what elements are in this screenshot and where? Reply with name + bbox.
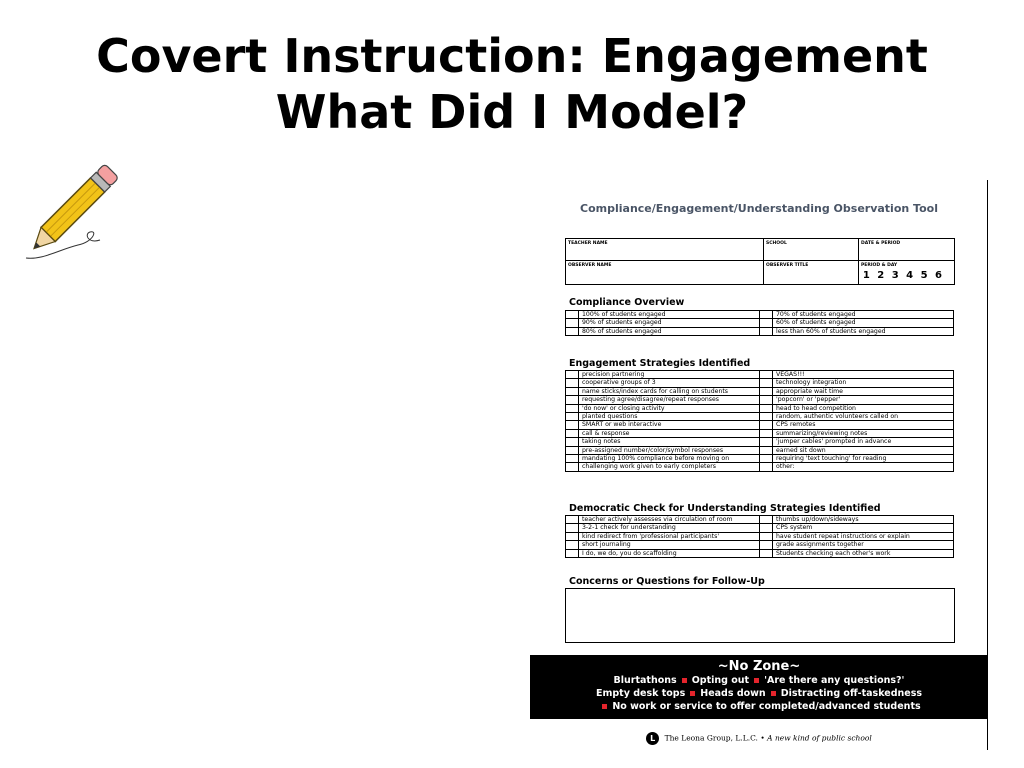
checkbox-cell: [760, 327, 773, 335]
checkbox-cell: [566, 371, 579, 379]
strategy-cell: 'popcorn' or 'pepper': [773, 396, 954, 404]
checkbox-cell: [566, 413, 579, 421]
strategy-cell: technology integration: [773, 379, 954, 387]
checkbox-cell: [760, 516, 773, 524]
strategy-cell: thumbs up/down/sideways: [773, 516, 954, 524]
table-row: [566, 319, 954, 327]
strategy-cell: 90% of students engaged: [579, 319, 760, 327]
red-bullet-icon: [690, 691, 695, 696]
concerns-heading: Concerns or Questions for Follow-Up: [569, 576, 765, 587]
no-zone-line-1: [530, 674, 988, 687]
footer-tagline: A new kind of public school: [767, 733, 872, 743]
observer-name-label: OBSERVER NAME: [568, 263, 612, 268]
footer-company: The Leona Group, L.L.C.: [664, 733, 758, 743]
checkbox-cell: [760, 549, 773, 557]
table-row: [566, 524, 954, 532]
strategy-cell: 100% of students engaged: [579, 311, 760, 319]
checkbox-cell: [760, 463, 773, 471]
school-label: SCHOOL: [766, 241, 787, 246]
red-bullet-icon: [771, 691, 776, 696]
democratic-heading: Democratic Check for Understanding Strategies Identified: [569, 503, 881, 514]
no-zone-item: Heads down: [700, 688, 766, 699]
checkbox-cell: [566, 396, 579, 404]
checkbox-cell: [760, 413, 773, 421]
strategy-cell: call & response: [579, 429, 760, 437]
strategy-cell: 80% of students engaged: [579, 327, 760, 335]
table-row: [566, 387, 954, 395]
red-bullet-icon: [754, 678, 759, 683]
checkbox-cell: [566, 387, 579, 395]
strategy-cell: teacher actively assesses via circulation of room: [579, 516, 760, 524]
checkbox-cell: [566, 541, 579, 549]
checkbox-cell: [760, 311, 773, 319]
table-row: [566, 532, 954, 540]
checkbox-cell: [760, 404, 773, 412]
info-box: [565, 238, 955, 285]
strategy-cell: have student repeat instructions or explain: [773, 532, 954, 540]
leona-group-logo-icon: L: [646, 732, 659, 745]
table-row: [566, 327, 954, 335]
checkbox-cell: [566, 404, 579, 412]
no-zone-item: 'Are there any questions?': [764, 675, 905, 686]
strategy-cell: less than 60% of students engaged: [773, 327, 954, 335]
table-row: [566, 438, 954, 446]
title-line-1: Covert Instruction: Engagement: [96, 29, 928, 83]
strategy-cell: 3-2-1 check for understanding: [579, 524, 760, 532]
checkbox-cell: [566, 532, 579, 540]
red-bullet-icon: [602, 704, 607, 709]
concerns-box: [565, 588, 955, 643]
checkbox-cell: [760, 524, 773, 532]
checkbox-cell: [566, 446, 579, 454]
strategy-cell: earned sit down: [773, 446, 954, 454]
checkbox-cell: [760, 371, 773, 379]
table-row: [566, 421, 954, 429]
strategy-cell: I do, we do, you do scaffolding: [579, 549, 760, 557]
strategy-cell: cooperative groups of 3: [579, 379, 760, 387]
table-row: [566, 396, 954, 404]
table-row: [566, 404, 954, 412]
strategy-cell: 'jumper cables' prompted in advance: [773, 438, 954, 446]
table-row: [566, 371, 954, 379]
strategy-cell: other:: [773, 463, 954, 471]
no-zone-item: Opting out: [691, 675, 750, 686]
red-bullet-icon: [682, 678, 687, 683]
strategy-cell: challenging work given to early completers: [579, 463, 760, 471]
strategy-cell: grade assignments together: [773, 541, 954, 549]
strategy-cell: CPS system: [773, 524, 954, 532]
strategy-cell: random, authentic volunteers called on: [773, 413, 954, 421]
checkbox-cell: [566, 455, 579, 463]
no-zone-item: Empty desk tops: [595, 688, 686, 699]
checkbox-cell: [760, 532, 773, 540]
checkbox-cell: [760, 446, 773, 454]
slide-title: [0, 28, 1024, 140]
table-row: [566, 541, 954, 549]
checkbox-cell: [566, 524, 579, 532]
strategy-cell: mandating 100% compliance before moving on: [579, 455, 760, 463]
checkbox-cell: [760, 541, 773, 549]
checkbox-cell: [566, 327, 579, 335]
strategy-cell: pre-assigned number/color/symbol responses: [579, 446, 760, 454]
checkbox-cell: [566, 311, 579, 319]
no-zone-line-3: [530, 700, 988, 713]
checkbox-cell: [760, 421, 773, 429]
table-row: [566, 429, 954, 437]
no-zone-item: Blurtathons: [613, 675, 677, 686]
title-line-2: What Did I Model?: [275, 85, 749, 139]
footer: L The Leona Group, L.L.C. • A new kind of public school: [530, 732, 988, 745]
strategy-cell: VEGAS!!!: [773, 371, 954, 379]
strategy-cell: requiring 'text touching' for reading: [773, 455, 954, 463]
no-zone-item: Distracting off-taskedness: [780, 688, 923, 699]
strategy-cell: CPS remotes: [773, 421, 954, 429]
no-zone-title: ~No Zone~: [717, 659, 801, 674]
checkbox-cell: [566, 463, 579, 471]
checkbox-cell: [760, 379, 773, 387]
observation-tool-document: [562, 196, 956, 587]
strategy-cell: requesting agree/disagree/repeat responses: [579, 396, 760, 404]
teacher-name-label: TEACHER NAME: [568, 241, 608, 246]
strategy-cell: taking notes: [579, 438, 760, 446]
table-row: [566, 516, 954, 524]
checkbox-cell: [566, 516, 579, 524]
period-day-label: PERIOD & DAY: [861, 263, 898, 268]
no-zone-line-2: [530, 687, 988, 700]
compliance-heading: Compliance Overview: [569, 297, 685, 308]
table-row: [566, 455, 954, 463]
strategy-cell: 70% of students engaged: [773, 311, 954, 319]
date-label: DATE & PERIOD: [861, 241, 901, 246]
checkbox-cell: [760, 438, 773, 446]
strategy-cell: precision partnering: [579, 371, 760, 379]
strategy-cell: name sticks/index cards for calling on students: [579, 387, 760, 395]
strategy-cell: appropriate wait time: [773, 387, 954, 395]
strategy-cell: kind redirect from 'professional participants': [579, 532, 760, 540]
table-row: [566, 463, 954, 471]
no-zone-banner: [530, 655, 988, 719]
checkbox-cell: [760, 455, 773, 463]
strategy-cell: SMART or web interactive: [579, 421, 760, 429]
strategy-cell: short journaling: [579, 541, 760, 549]
checkbox-cell: [566, 429, 579, 437]
strategy-cell: 'do now' or closing activity: [579, 404, 760, 412]
strategy-cell: Students checking each other's work: [773, 549, 954, 557]
table-row: [566, 413, 954, 421]
strategy-cell: planted questions: [579, 413, 760, 421]
checkbox-cell: [760, 429, 773, 437]
no-zone-item: No work or service to offer completed/advanced students: [612, 701, 921, 712]
document-title: Compliance/Engagement/Understanding Observation Tool: [580, 202, 938, 215]
checkbox-cell: [566, 379, 579, 387]
pencil-icon: [18, 150, 133, 268]
engagement-table: [565, 370, 954, 472]
checkbox-cell: [566, 319, 579, 327]
period-numbers: 1 2 3 4 5 6: [862, 270, 944, 281]
checkbox-cell: [760, 396, 773, 404]
checkbox-cell: [566, 438, 579, 446]
strategy-cell: summarizing/reviewing notes: [773, 429, 954, 437]
checkbox-cell: [566, 549, 579, 557]
table-row: [566, 549, 954, 557]
table-row: [566, 446, 954, 454]
checkbox-cell: [566, 421, 579, 429]
table-row: [566, 379, 954, 387]
engagement-heading: Engagement Strategies Identified: [569, 358, 751, 369]
checkbox-cell: [760, 319, 773, 327]
compliance-table: [565, 310, 954, 336]
strategy-cell: 60% of students engaged: [773, 319, 954, 327]
strategy-cell: head to head competition: [773, 404, 954, 412]
checkbox-cell: [760, 387, 773, 395]
democratic-table: [565, 515, 954, 558]
table-row: [566, 311, 954, 319]
observer-title-label: OBSERVER TITLE: [766, 263, 809, 268]
